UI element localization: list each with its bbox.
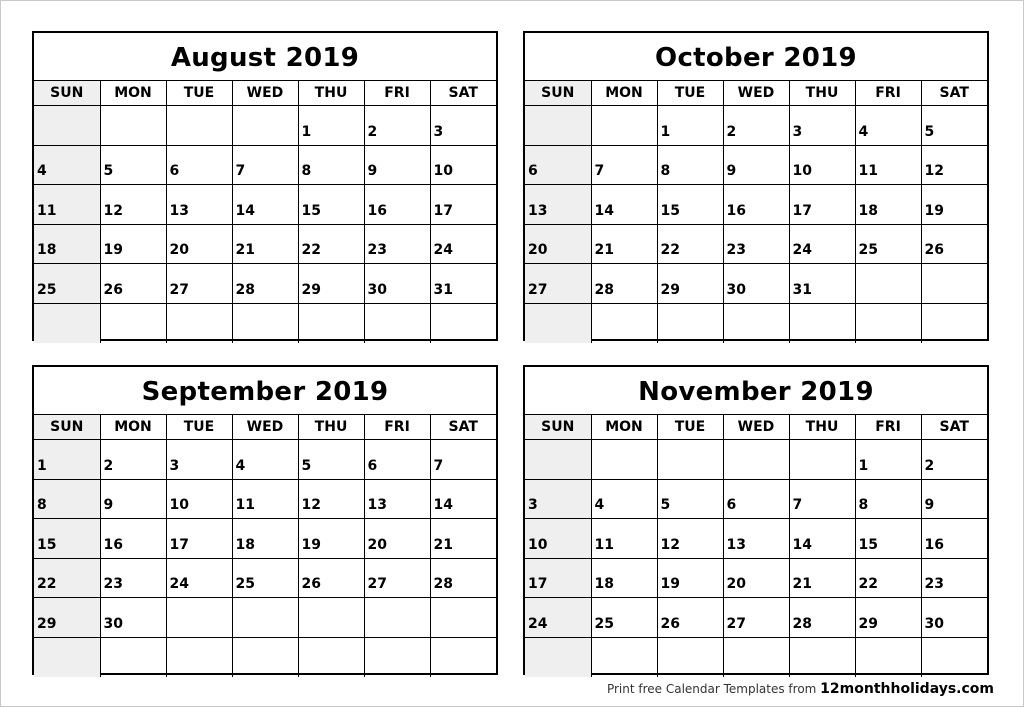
- weekday-mon: MON: [100, 81, 166, 106]
- day-cell: 21: [430, 519, 496, 559]
- day-cell: 11: [232, 479, 298, 519]
- day-cell: 5: [657, 479, 723, 519]
- day-cell: 9: [364, 145, 430, 185]
- weekday-tue: TUE: [657, 415, 723, 440]
- day-cell: [855, 264, 921, 304]
- day-cell: 25: [855, 224, 921, 264]
- day-cell: 29: [855, 598, 921, 638]
- day-cell: 18: [855, 185, 921, 225]
- week-row: [34, 519, 496, 559]
- day-cell: [364, 598, 430, 638]
- week-row: [34, 106, 496, 146]
- day-cell: 5: [298, 440, 364, 480]
- day-cell: 11: [591, 519, 657, 559]
- day-cell: 18: [591, 558, 657, 598]
- day-cell: [657, 303, 723, 343]
- day-cell: 2: [364, 106, 430, 146]
- day-cell: 2: [100, 440, 166, 480]
- day-cell: 24: [430, 224, 496, 264]
- day-cell: 9: [921, 479, 987, 519]
- weekday-header-row: [525, 415, 987, 440]
- week-row: [34, 637, 496, 677]
- week-row: [525, 303, 987, 343]
- calendar-august: [32, 31, 498, 341]
- weekday-wed: WED: [232, 415, 298, 440]
- day-cell: [855, 303, 921, 343]
- day-cell: 12: [100, 185, 166, 225]
- day-cell: 4: [34, 145, 100, 185]
- weekday-fri: FRI: [364, 415, 430, 440]
- day-cell: [525, 303, 591, 343]
- day-cell: 26: [657, 598, 723, 638]
- day-cell: 22: [657, 224, 723, 264]
- day-cell: 20: [166, 224, 232, 264]
- day-cell: 13: [525, 185, 591, 225]
- day-cell: 26: [921, 224, 987, 264]
- day-cell: 31: [789, 264, 855, 304]
- day-cell: 12: [298, 479, 364, 519]
- day-cell: [232, 637, 298, 677]
- weekday-sat: SAT: [921, 415, 987, 440]
- day-cell: [430, 598, 496, 638]
- weekday-sun: SUN: [525, 415, 591, 440]
- week-row: [525, 264, 987, 304]
- calendar-september: [32, 365, 498, 675]
- day-cell: 9: [100, 479, 166, 519]
- day-cell: 30: [723, 264, 789, 304]
- day-cell: 28: [591, 264, 657, 304]
- day-cell: 29: [34, 598, 100, 638]
- week-row: [525, 519, 987, 559]
- day-cell: 2: [921, 440, 987, 480]
- calendar-title: August 2019: [34, 33, 496, 81]
- weekday-mon: MON: [591, 81, 657, 106]
- week-row: [34, 440, 496, 480]
- calendar-body: [34, 106, 496, 344]
- day-cell: 23: [921, 558, 987, 598]
- day-cell: 22: [34, 558, 100, 598]
- calendar-title: November 2019: [525, 367, 987, 415]
- week-row: [525, 224, 987, 264]
- day-cell: 24: [789, 224, 855, 264]
- day-cell: 5: [100, 145, 166, 185]
- day-cell: 18: [232, 519, 298, 559]
- day-cell: 16: [921, 519, 987, 559]
- day-cell: 26: [298, 558, 364, 598]
- day-cell: 30: [100, 598, 166, 638]
- day-cell: [100, 303, 166, 343]
- week-row: [525, 598, 987, 638]
- day-cell: [430, 637, 496, 677]
- week-row: [525, 185, 987, 225]
- calendar-grid: [525, 415, 987, 677]
- day-cell: 21: [591, 224, 657, 264]
- day-cell: [921, 637, 987, 677]
- day-cell: [166, 106, 232, 146]
- weekday-wed: WED: [232, 81, 298, 106]
- day-cell: [789, 440, 855, 480]
- day-cell: 23: [723, 224, 789, 264]
- day-cell: 14: [430, 479, 496, 519]
- day-cell: 17: [525, 558, 591, 598]
- day-cell: 30: [364, 264, 430, 304]
- day-cell: [591, 440, 657, 480]
- weekday-fri: FRI: [855, 415, 921, 440]
- week-row: [34, 224, 496, 264]
- calendar-november: [523, 365, 989, 675]
- day-cell: [525, 106, 591, 146]
- day-cell: 17: [166, 519, 232, 559]
- day-cell: 3: [789, 106, 855, 146]
- calendar-body: [525, 440, 987, 678]
- day-cell: 22: [855, 558, 921, 598]
- day-cell: 15: [657, 185, 723, 225]
- day-cell: 4: [232, 440, 298, 480]
- day-cell: 17: [430, 185, 496, 225]
- day-cell: 24: [525, 598, 591, 638]
- day-cell: 7: [591, 145, 657, 185]
- day-cell: 13: [364, 479, 430, 519]
- week-row: [34, 558, 496, 598]
- day-cell: 20: [525, 224, 591, 264]
- weekday-mon: MON: [100, 415, 166, 440]
- day-cell: [34, 637, 100, 677]
- weekday-thu: THU: [298, 415, 364, 440]
- day-cell: 23: [364, 224, 430, 264]
- day-cell: 16: [364, 185, 430, 225]
- week-row: [34, 303, 496, 343]
- day-cell: 17: [789, 185, 855, 225]
- day-cell: 20: [723, 558, 789, 598]
- day-cell: 11: [34, 185, 100, 225]
- day-cell: 14: [789, 519, 855, 559]
- day-cell: [364, 303, 430, 343]
- week-row: [34, 598, 496, 638]
- day-cell: 15: [34, 519, 100, 559]
- day-cell: 7: [232, 145, 298, 185]
- day-cell: 16: [723, 185, 789, 225]
- weekday-mon: MON: [591, 415, 657, 440]
- weekday-header-row: [34, 415, 496, 440]
- day-cell: 18: [34, 224, 100, 264]
- day-cell: [100, 637, 166, 677]
- day-cell: 19: [298, 519, 364, 559]
- weekday-sat: SAT: [430, 415, 496, 440]
- day-cell: 6: [525, 145, 591, 185]
- day-cell: 13: [723, 519, 789, 559]
- weekday-header-row: [34, 81, 496, 106]
- day-cell: 13: [166, 185, 232, 225]
- week-row: [525, 145, 987, 185]
- day-cell: [591, 637, 657, 677]
- weekday-tue: TUE: [166, 81, 232, 106]
- day-cell: [591, 106, 657, 146]
- calendar-title: September 2019: [34, 367, 496, 415]
- day-cell: 10: [430, 145, 496, 185]
- day-cell: 25: [232, 558, 298, 598]
- day-cell: 2: [723, 106, 789, 146]
- day-cell: 28: [430, 558, 496, 598]
- day-cell: 7: [430, 440, 496, 480]
- calendar-body: [34, 440, 496, 678]
- day-cell: [430, 303, 496, 343]
- weekday-fri: FRI: [364, 81, 430, 106]
- day-cell: 6: [166, 145, 232, 185]
- weekday-header-row: [525, 81, 987, 106]
- day-cell: [364, 637, 430, 677]
- day-cell: 3: [166, 440, 232, 480]
- day-cell: [298, 637, 364, 677]
- day-cell: 30: [921, 598, 987, 638]
- day-cell: 27: [723, 598, 789, 638]
- day-cell: 27: [525, 264, 591, 304]
- day-cell: [789, 303, 855, 343]
- weekday-thu: THU: [789, 415, 855, 440]
- week-row: [525, 479, 987, 519]
- week-row: [525, 558, 987, 598]
- weekday-thu: THU: [789, 81, 855, 106]
- weekday-thu: THU: [298, 81, 364, 106]
- day-cell: [232, 106, 298, 146]
- day-cell: 29: [657, 264, 723, 304]
- day-cell: [34, 106, 100, 146]
- day-cell: 26: [100, 264, 166, 304]
- day-cell: 16: [100, 519, 166, 559]
- day-cell: 14: [232, 185, 298, 225]
- day-cell: [34, 303, 100, 343]
- calendar-grid: [525, 81, 987, 343]
- day-cell: 9: [723, 145, 789, 185]
- calendar-october: [523, 31, 989, 341]
- day-cell: [166, 303, 232, 343]
- day-cell: 10: [525, 519, 591, 559]
- day-cell: 31: [430, 264, 496, 304]
- calendar-grid: [34, 415, 496, 677]
- day-cell: 3: [430, 106, 496, 146]
- day-cell: 21: [232, 224, 298, 264]
- day-cell: 10: [166, 479, 232, 519]
- day-cell: [921, 303, 987, 343]
- calendar-body: [525, 106, 987, 344]
- day-cell: [525, 637, 591, 677]
- day-cell: 11: [855, 145, 921, 185]
- day-cell: [657, 440, 723, 480]
- week-row: [525, 440, 987, 480]
- weekday-tue: TUE: [657, 81, 723, 106]
- day-cell: 1: [657, 106, 723, 146]
- day-cell: 24: [166, 558, 232, 598]
- day-cell: 27: [166, 264, 232, 304]
- day-cell: 8: [34, 479, 100, 519]
- day-cell: 12: [921, 145, 987, 185]
- calendar-grid: [34, 81, 496, 343]
- day-cell: [232, 598, 298, 638]
- weekday-fri: FRI: [855, 81, 921, 106]
- weekday-sun: SUN: [525, 81, 591, 106]
- weekday-wed: WED: [723, 81, 789, 106]
- week-row: [34, 479, 496, 519]
- weekday-tue: TUE: [166, 415, 232, 440]
- weekday-sun: SUN: [34, 81, 100, 106]
- week-row: [525, 637, 987, 677]
- day-cell: [525, 440, 591, 480]
- week-row: [525, 106, 987, 146]
- day-cell: 8: [657, 145, 723, 185]
- day-cell: 25: [34, 264, 100, 304]
- week-row: [34, 145, 496, 185]
- day-cell: 7: [789, 479, 855, 519]
- day-cell: 28: [789, 598, 855, 638]
- day-cell: 6: [364, 440, 430, 480]
- day-cell: 19: [657, 558, 723, 598]
- day-cell: 12: [657, 519, 723, 559]
- day-cell: [166, 598, 232, 638]
- day-cell: 27: [364, 558, 430, 598]
- day-cell: 15: [855, 519, 921, 559]
- day-cell: [723, 303, 789, 343]
- footer-credit: [607, 681, 994, 697]
- day-cell: 1: [855, 440, 921, 480]
- day-cell: 23: [100, 558, 166, 598]
- day-cell: [921, 264, 987, 304]
- weekday-sat: SAT: [430, 81, 496, 106]
- footer-text: Print free Calendar Templates from: [606, 682, 821, 696]
- day-cell: [591, 303, 657, 343]
- weekday-sun: SUN: [34, 415, 100, 440]
- day-cell: [723, 637, 789, 677]
- calendar-title: October 2019: [525, 33, 987, 81]
- day-cell: 29: [298, 264, 364, 304]
- day-cell: 8: [855, 479, 921, 519]
- footer-brand-link[interactable]: 12monthholidays.com: [820, 681, 994, 697]
- day-cell: 1: [34, 440, 100, 480]
- day-cell: 28: [232, 264, 298, 304]
- day-cell: 14: [591, 185, 657, 225]
- day-cell: 3: [525, 479, 591, 519]
- day-cell: [657, 637, 723, 677]
- day-cell: [789, 637, 855, 677]
- day-cell: 4: [855, 106, 921, 146]
- week-row: [34, 264, 496, 304]
- day-cell: 19: [100, 224, 166, 264]
- day-cell: 1: [298, 106, 364, 146]
- day-cell: [232, 303, 298, 343]
- day-cell: 5: [921, 106, 987, 146]
- weekday-sat: SAT: [921, 81, 987, 106]
- day-cell: 25: [591, 598, 657, 638]
- day-cell: [298, 598, 364, 638]
- day-cell: 8: [298, 145, 364, 185]
- day-cell: 22: [298, 224, 364, 264]
- day-cell: [100, 106, 166, 146]
- day-cell: 6: [723, 479, 789, 519]
- day-cell: 15: [298, 185, 364, 225]
- week-row: [34, 185, 496, 225]
- day-cell: 21: [789, 558, 855, 598]
- day-cell: 10: [789, 145, 855, 185]
- day-cell: [855, 637, 921, 677]
- weekday-wed: WED: [723, 415, 789, 440]
- day-cell: 4: [591, 479, 657, 519]
- day-cell: [298, 303, 364, 343]
- day-cell: [166, 637, 232, 677]
- day-cell: [723, 440, 789, 480]
- day-cell: 20: [364, 519, 430, 559]
- day-cell: 19: [921, 185, 987, 225]
